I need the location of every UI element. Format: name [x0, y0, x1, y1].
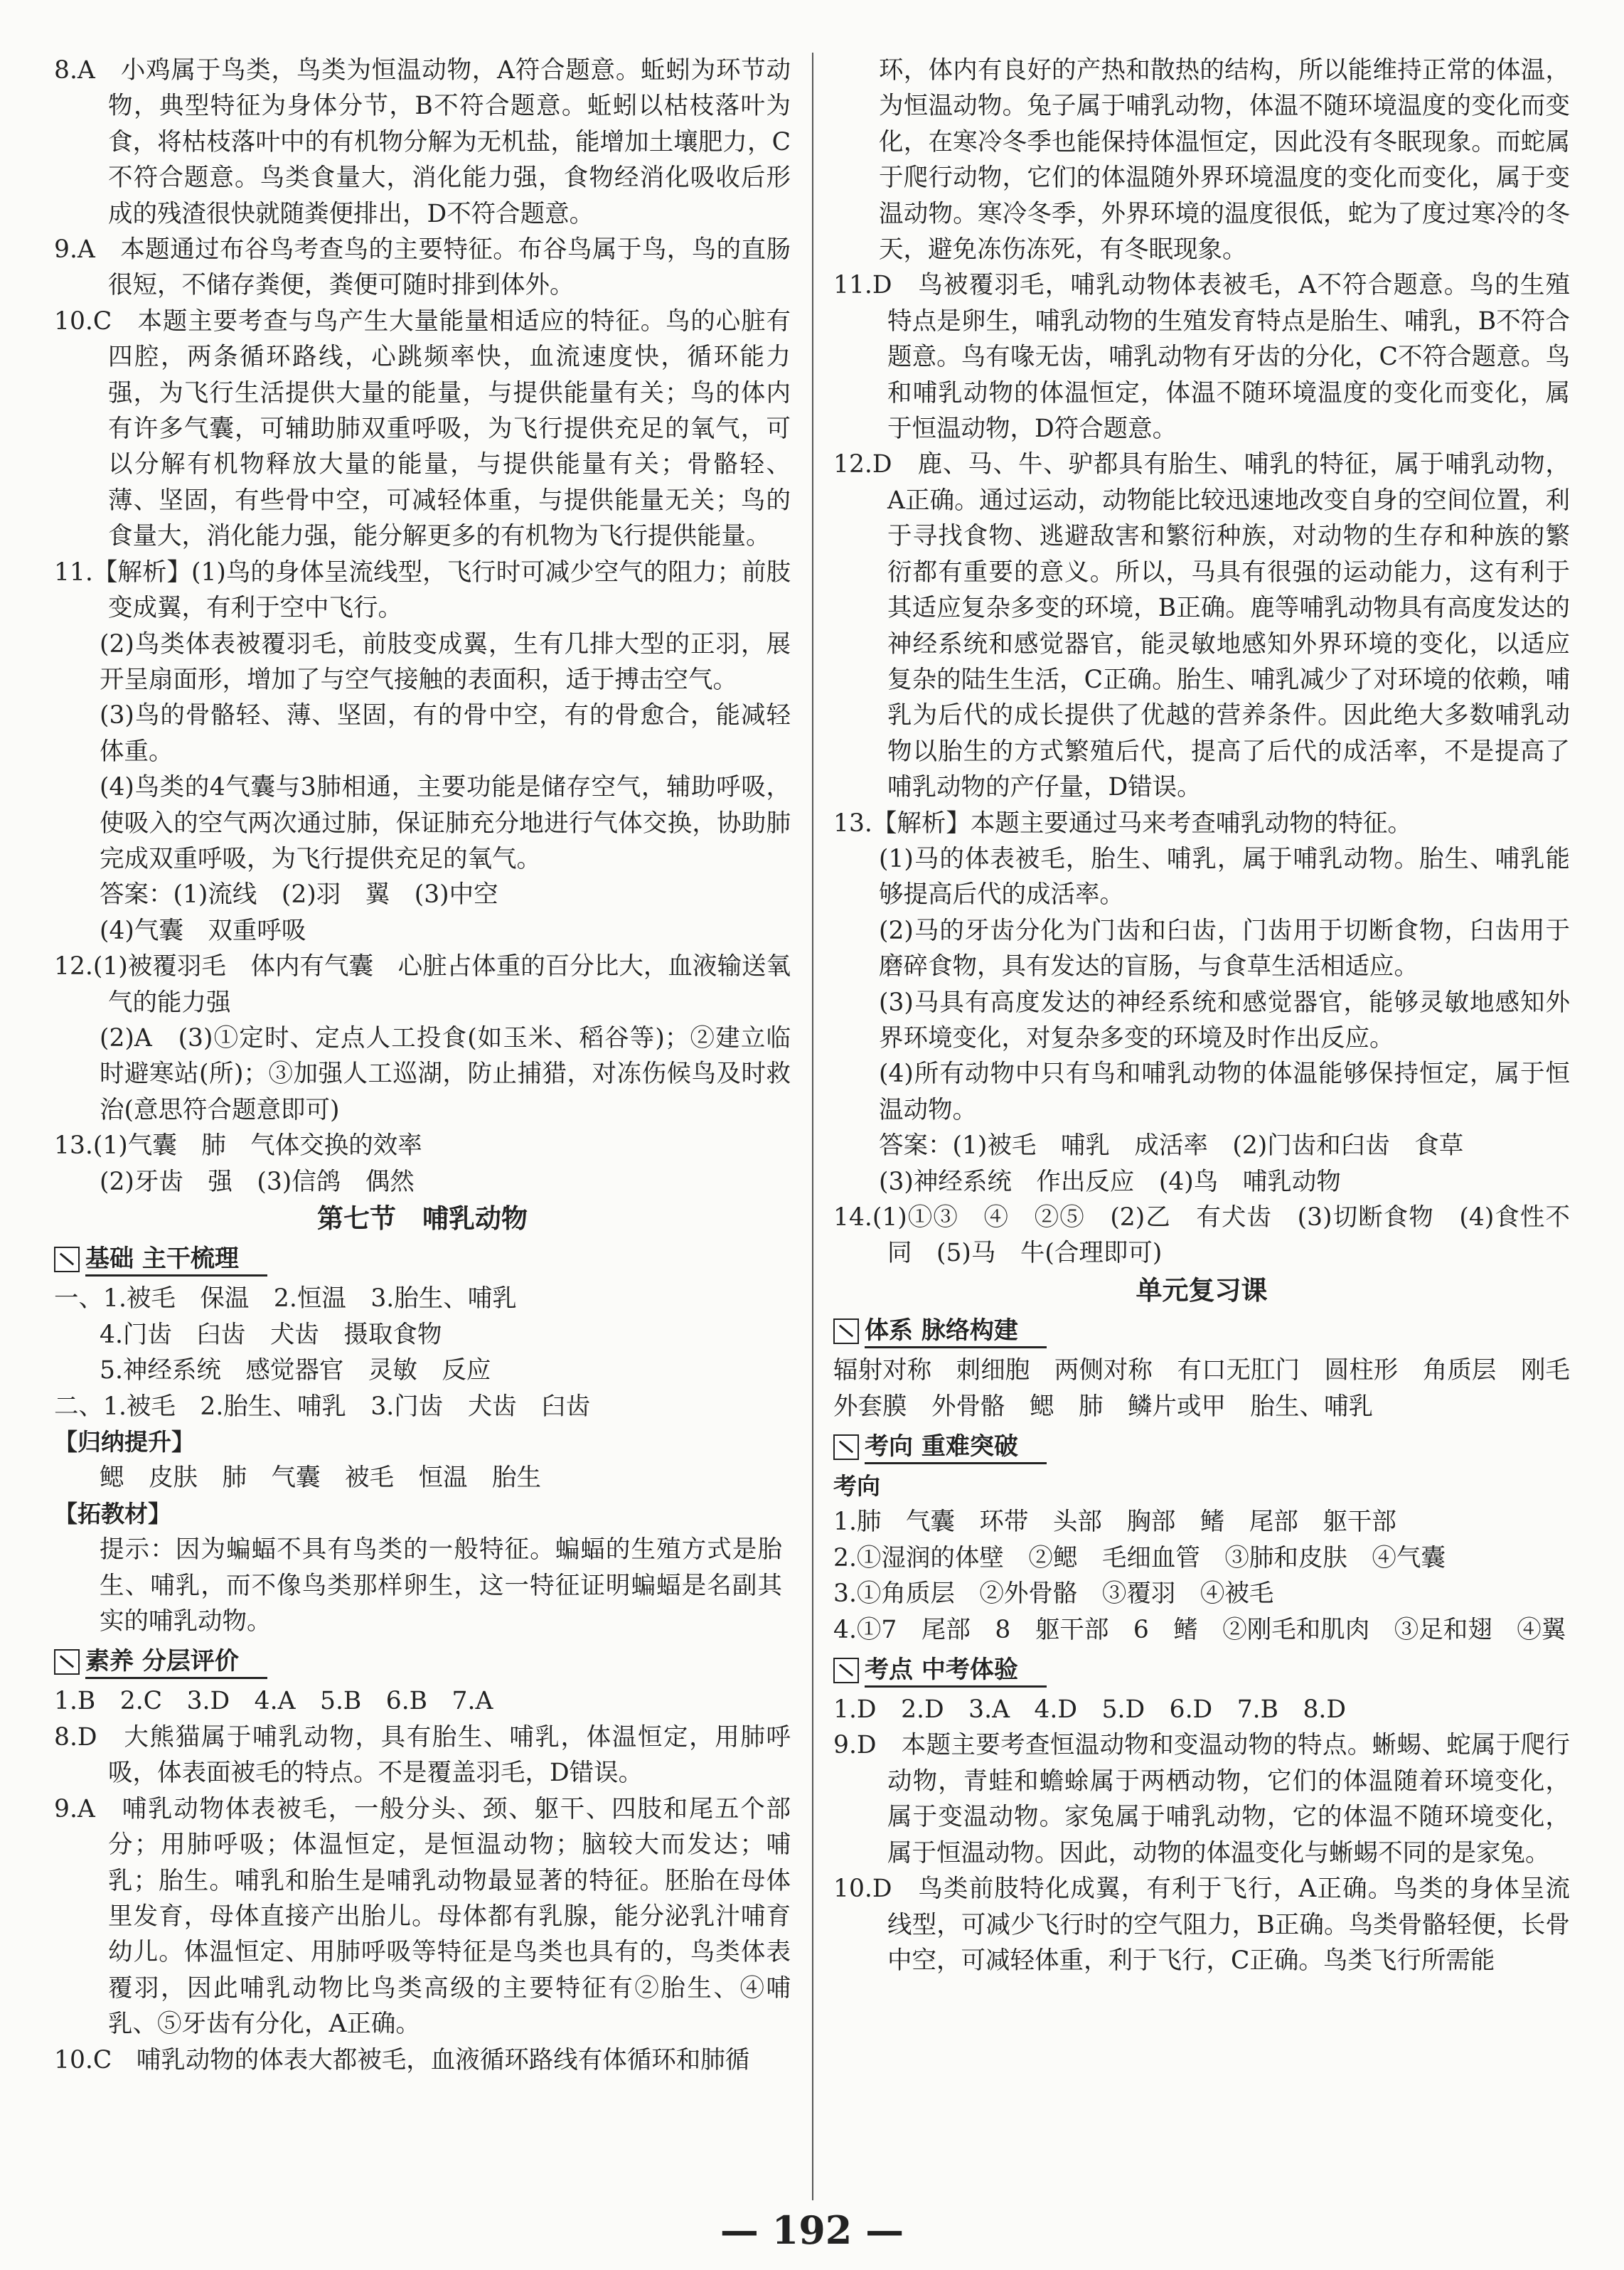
- answer-paragraph: 4.门齿 臼齿 犬齿 摄取食物: [100, 1320, 442, 1349]
- section-title: 第七节 哺乳动物: [317, 1203, 528, 1234]
- answer-paragraph: 答案：(1)流线 (2)羽 翼 (3)中空: [100, 880, 498, 910]
- answer-paragraph: 答案：(1)被毛 哺乳 成活率 (2)门齿和臼齿 食草: [879, 1131, 1464, 1161]
- arrow-box-icon: [833, 1434, 859, 1460]
- answer-paragraph: 9.D 本题主要考查恒温动物和变温动物的特点。蜥蜴、蛇属于爬行动物，青蛙和蟾蜍属于两栖动物，它们的体温随着环境变化，属于变温动物。家兔属于哺乳动物，它的体温不随环境变化，属于恒温动物。因此，动物的体温变化与蜥蜴不同的是家兔。: [833, 1731, 1570, 1867]
- arrow-box-icon: [833, 1318, 859, 1344]
- answer-paragraph: 12.D 鹿、马、牛、驴都具有胎生、哺乳的特征，属于哺乳动物，A正确。通过运动，动物能比较迅速地改变自身的空间位置，利于寻找食物、逃避敌害和繁衍种族，对动物的生存和种族的繁衍都有重要的意义。所以，马具有很强的运动能力，这有利于其适应复杂多变的环境，B正确。鹿等哺乳动物具有高度发达的神经系统和感觉器官，能灵敏地感知外界环境的变化，以适应复杂的陆生生活，C正确。胎生、哺乳减少了对环境的依赖，哺乳为后代的成长提供了优越的营养条件。因此绝大多数哺乳动物以胎生的方式繁殖后代，提高了后代的成活率，不是提高了哺乳动物的产仔量，D错误。: [833, 450, 1570, 802]
- page-number: — 192 —: [720, 2207, 904, 2253]
- answer-paragraph: 二、1.被毛 2.胎生、哺乳 3.门齿 犬齿 臼齿: [54, 1392, 591, 1421]
- section-band: [54, 1643, 791, 1680]
- answer-paragraph: 8.D 大熊猫属于哺乳动物，具有胎生、哺乳，体温恒定，用肺呼吸，体表面被毛的特点。不是覆盖羽毛，D错误。: [54, 1722, 791, 1788]
- answer-paragraph: 1.B 2.C 3.D 4.A 5.B 6.B 7.A: [54, 1687, 493, 1716]
- subsection-tag: 【拓教材】: [54, 1499, 171, 1528]
- answer-paragraph: 8.A 小鸡属于鸟类，鸟类为恒温动物，A符合题意。蚯蚓为环节动物，典型特征为身体分节，B不符合题意。蚯蚓以枯枝落叶为食，将枯枝落叶中的有机物分解为无机盐，能增加土壤肥力，C不符合题意。鸟类食量大，消化能力强，食物经消化吸收后形成的残渣很快就随粪便排出，D不符合题意。: [54, 56, 791, 228]
- subsection-tag: 考向: [833, 1472, 880, 1501]
- column-divider: [812, 53, 813, 2200]
- answer-paragraph: 4.①7 尾部 8 躯干部 6 鳍 ②刚毛和肌肉 ③足和翅 ④翼: [833, 1615, 1566, 1644]
- answer-paragraph: 辐射对称 刺细胞 两侧对称 有口无肛门 圆柱形 角质层 刚毛 外套膜 外骨骼 鳃 肺 鳞片或甲 胎生、哺乳: [833, 1356, 1595, 1421]
- answer-paragraph: 5.神经系统 感觉器官 灵敏 反应: [100, 1356, 491, 1385]
- answer-paragraph: (2)鸟类体表被覆羽毛，前肢变成翼，生有几排大型的正羽，展开呈扇面形，增加了与空气接触的表面积，适于搏击空气。: [100, 629, 791, 694]
- answer-paragraph: 14.(1)①③ ④ ②⑤ (2)乙 有犬齿 (3)切断食物 (4)食性不同 (5)马 牛(合理即可): [833, 1203, 1570, 1268]
- section-band-label: 考向 重难突破: [865, 1431, 1047, 1464]
- answer-paragraph: (4)鸟类的4气囊与3肺相通，主要功能是储存空气，辅助呼吸，使吸入的空气两次通过肺，保证肺充分地进行气体交换，协助肺完成双重呼吸，为飞行提供充足的氧气。: [100, 773, 791, 873]
- section-band-label: 素养 分层评价: [85, 1646, 267, 1679]
- answer-paragraph: 11.【解析】(1)鸟的身体呈流线型，飞行时可减少空气的阻力；前肢变成翼，有利于空中飞行。: [54, 558, 791, 623]
- arrow-box-icon: [54, 1649, 80, 1675]
- section-band: [833, 1652, 1570, 1689]
- answer-paragraph: 12.(1)被覆羽毛 体内有气囊 心脏占体重的百分比大，血液输送氧气的能力强: [54, 952, 791, 1017]
- answer-paragraph: 一、1.被毛 保温 2.恒温 3.胎生、哺乳: [54, 1284, 517, 1313]
- answer-paragraph: (2)A (3)①定时、定点人工投食(如玉米、稻谷等)；②建立临时避寒站(所)；③加强人工巡湖，防止捕猎，对冻伤候鸟及时救治(意思符合题意即可): [100, 1023, 791, 1124]
- answer-paragraph: 9.A 本题通过布谷鸟考查鸟的主要特征。布谷鸟属于鸟，鸟的直肠很短，不储存粪便，粪便可随时排到体外。: [54, 235, 791, 300]
- answer-paragraph: 10.C 本题主要考查与鸟产生大量能量相适应的特征。鸟的心脏有四腔，两条循环路线，心跳频率快，血流速度快，循环能力强，为飞行生活提供大量的能量，与提供能量有关；鸟的体内有许多气囊，可辅助肺双重呼吸，为飞行提供充足的氧气，可以分解有机物释放大量的能量，与提供能量有关；骨骼轻、薄、坚固，有些骨中空，可减轻体重，与提供能量无关；鸟的食量大，消化能力强，能分解更多的有机物为飞行提供能量。: [54, 307, 791, 551]
- answer-paragraph: 3.①角质层 ②外骨骼 ③覆羽 ④被毛: [833, 1579, 1274, 1609]
- right-column: [833, 53, 1595, 1978]
- answer-paragraph: 10.D 鸟类前肢特化成翼，有利于飞行，A正确。鸟类的身体呈流线型，可减少飞行时的空气阻力，B正确。鸟类骨骼轻便，长骨中空，可减轻体重，利于飞行，C正确。鸟类飞行所需能: [833, 1875, 1570, 1975]
- section-band: [833, 1429, 1570, 1466]
- section-band-label: 体系 脉络构建: [865, 1315, 1047, 1348]
- left-column: [54, 53, 791, 2078]
- answer-paragraph: (3)神经系统 作出反应 (4)鸟 哺乳动物: [879, 1167, 1341, 1196]
- answer-paragraph: (1)马的体表被毛，胎生、哺乳，属于哺乳动物。胎生、哺乳能够提高后代的成活率。: [879, 844, 1570, 910]
- section-band-label: 考点 中考体验: [865, 1654, 1047, 1688]
- answer-paragraph: (4)气囊 双重呼吸: [100, 916, 306, 945]
- answer-paragraph: 1.D 2.D 3.A 4.D 5.D 6.D 7.B 8.D: [833, 1695, 1347, 1725]
- answer-paragraph: 10.C 哺乳动物的体表大都被毛，血液循环路线有体循环和肺循: [54, 2045, 750, 2074]
- section-band: [833, 1313, 1570, 1350]
- answer-paragraph: 9.A 哺乳动物体表被毛，一般分头、颈、躯干、四肢和尾五个部分；用肺呼吸；体温恒定，是恒温动物；脑较大而发达；哺乳；胎生。哺乳和胎生是哺乳动物最显著的特征。胚胎在母体里发育，母体直接产出胎儿。母体都有乳腺，能分泌乳汁哺育幼儿。体温恒定、用肺呼吸等特征是鸟类也具有的，鸟类体表覆羽，因此哺乳动物比鸟类高级的主要特征有②胎生、④哺乳、⑤牙齿有分化，A正确。: [54, 1794, 791, 2039]
- answer-paragraph: (3)鸟的骨骼轻、薄、坚固，有的骨中空，有的骨愈合，能减轻体重。: [100, 701, 791, 766]
- answer-paragraph: (2)牙齿 强 (3)信鸽 偶然: [100, 1167, 415, 1196]
- answer-paragraph: (3)马具有高度发达的神经系统和感觉器官，能够灵敏地感知外界环境变化，对复杂多变的环境及时作出反应。: [879, 988, 1570, 1053]
- answer-paragraph: 鳃 皮肤 肺 气囊 被毛 恒温 胎生: [100, 1464, 541, 1493]
- answer-paragraph: (2)马的牙齿分化为门齿和臼齿，门齿用于切断食物，臼齿用于磨碎食物，具有发达的盲肠，与食草生活相适应。: [879, 916, 1570, 981]
- answer-paragraph: 11.D 鸟被覆羽毛，哺乳动物体表被毛，A不符合题意。鸟的生殖特点是卵生，哺乳动物的生殖发育特点是胎生、哺乳，B不符合题意。鸟有喙无齿，哺乳动物有牙齿的分化，C不符合题意。鸟和哺乳动物的体温恒定，体温不随环境温度的变化而变化，属于恒温动物，D符合题意。: [833, 271, 1570, 444]
- answer-paragraph: 2.①湿润的体壁 ②鳃 毛细血管 ③肺和皮肤 ④气囊: [833, 1543, 1446, 1572]
- answer-paragraph: 13.【解析】本题主要通过马来考查哺乳动物的特征。: [833, 809, 1412, 838]
- answer-paragraph: 13.(1)气囊 肺 气体交换的效率: [54, 1131, 422, 1161]
- answer-paragraph: 提示：因为蝙蝠不具有鸟类的一般特征。蝙蝠的生殖方式是胎生、哺乳，而不像鸟类那样卵生，这一特征证明蝙蝠是名副其实的哺乳动物。: [100, 1535, 782, 1636]
- subsection-tag: 【归纳提升】: [54, 1428, 195, 1456]
- section-band: [54, 1241, 791, 1278]
- answer-paragraph: 1.肺 气囊 环带 头部 胸部 鳍 尾部 躯干部: [833, 1508, 1396, 1537]
- section-title: 单元复习课: [1136, 1274, 1268, 1306]
- answer-paragraph: 环，体内有良好的产热和散热的结构，所以能维持正常的体温，为恒温动物。兔子属于哺乳动物，体温不随环境温度的变化而变化，在寒冷冬季也能保持体温恒定，因此没有冬眠现象。而蛇属于爬行动物，它们的体温随外界环境温度的变化而变化，属于变温动物。寒冷冬季，外界环境的温度很低，蛇为了度过寒冷的冬天，避免冻伤冻死，有冬眠现象。: [879, 56, 1570, 265]
- answer-paragraph: (4)所有动物中只有鸟和哺乳动物的体温能够保持恒定，属于恒温动物。: [879, 1060, 1570, 1124]
- arrow-box-icon: [833, 1658, 859, 1683]
- section-band-label: 基础 主干梳理: [85, 1243, 267, 1277]
- arrow-box-icon: [54, 1247, 80, 1272]
